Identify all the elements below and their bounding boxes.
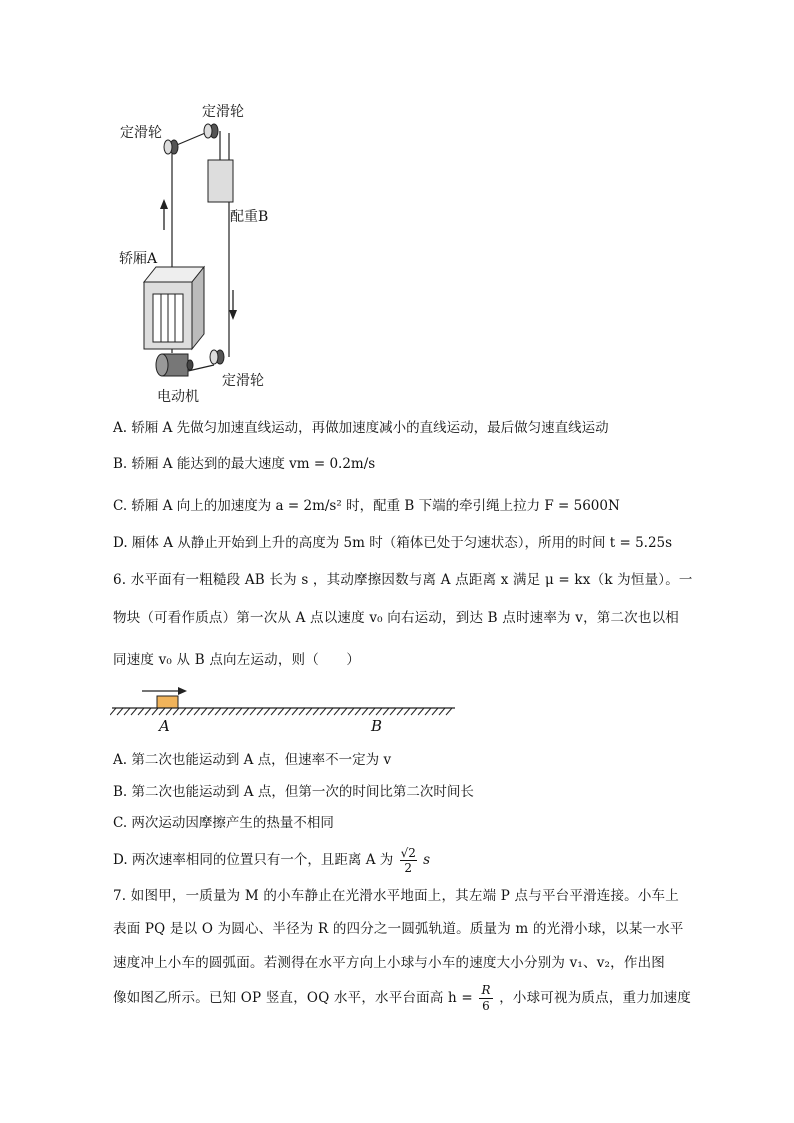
- pulley-top-right: [204, 124, 218, 138]
- fraction-numerator: √2: [400, 846, 416, 860]
- label-point-a: A: [159, 717, 170, 735]
- q7-stem-line3: 速度冲上小车的圆弧面。若测得在水平方向上小球与小车的速度大小分别为 v₁、v₂，作出图: [113, 955, 665, 971]
- q6-option-d: [113, 846, 430, 875]
- motor: [156, 354, 193, 376]
- q7-stem-line4: [113, 983, 691, 1014]
- q6-option-d-text: D. 两次速率相同的位置只有一个，且距离 A 为: [113, 852, 394, 868]
- q5-option-d: D. 厢体 A 从静止开始到上升的高度为 5m 时（箱体已处于匀速状态），所用的时间 t = 5.25s: [113, 535, 673, 551]
- q5-option-a: A. 轿厢 A 先做匀加速直线运动，再做加速度减小的直线运动，最后做匀速直线运动: [113, 420, 609, 436]
- label-motor: 电动机: [157, 389, 199, 405]
- block: [157, 696, 178, 708]
- q7-height-fraction: [479, 983, 492, 1014]
- up-arrow-icon: [160, 199, 168, 230]
- fraction-numerator: R: [481, 983, 491, 997]
- q6-option-a: A. 第二次也能运动到 A 点，但速率不一定为 v: [113, 752, 392, 768]
- label-car: 轿厢A: [119, 251, 158, 267]
- q6-stem-line1: 6. 水平面有一粗糙段 AB 长为 s ，其动摩擦因数与离 A 点距离 x 满足 μ = kx（k 为恒量）。一: [113, 572, 693, 588]
- label-pulley-top-left: 定滑轮: [120, 125, 162, 141]
- q7-stem-line1: 7. 如图甲，一质量为 M 的小车静止在光滑水平地面上，其左端 P 点与平台平滑连接。小车上: [113, 888, 679, 904]
- label-counterweight: 配重B: [230, 209, 269, 225]
- q5-option-b: B. 轿厢 A 能达到的最大速度 vm = 0.2m/s: [113, 456, 376, 472]
- q7-stem-line2: 表面 PQ 是以 O 为圆心、半径为 R 的四分之一圆弧轨道。质量为 m 的光滑小球，以某一水平: [113, 921, 684, 937]
- q6-option-d-tail: s: [423, 852, 431, 868]
- label-point-b: B: [371, 717, 383, 735]
- q7-line4-end: ，小球可视为质点，重力加速度: [499, 990, 692, 1006]
- q6-option-c: C. 两次运动因摩擦产生的热量不相同: [113, 815, 334, 831]
- q5-option-c: C. 轿厢 A 向上的加速度为 a = 2m/s² 时，配重 B 下端的牵引绳上拉力 F = 5600N: [113, 498, 620, 514]
- q7-line4-start: 像如图乙所示。已知 OP 竖直，OQ 水平，水平台面高 h =: [113, 990, 473, 1006]
- pulley-top-left: [164, 140, 178, 154]
- q6-option-b: B. 第二次也能运动到 A 点，但第一次的时间比第二次时间长: [113, 784, 474, 800]
- q6-option-d-fraction: [400, 846, 417, 875]
- counterweight-block: [208, 160, 233, 202]
- label-pulley-top-right: 定滑轮: [202, 104, 244, 120]
- elevator-car: [144, 267, 204, 349]
- rough-surface-figure: [110, 684, 460, 720]
- fraction-denominator: 6: [482, 999, 490, 1013]
- q6-stem-line3: 同速度 v₀ 从 B 点向左运动，则（ ）: [113, 652, 361, 668]
- ground-hatching: [110, 708, 452, 715]
- fraction-denominator: 2: [404, 861, 413, 875]
- label-pulley-bottom: 定滑轮: [222, 373, 264, 389]
- q6-stem-line2: 物块（可看作质点）第一次从 A 点以速度 v₀ 向右运动，到达 B 点时速率为 v，第二次也以相: [113, 610, 679, 626]
- pulley-bottom: [210, 350, 224, 364]
- down-arrow-icon: [229, 290, 237, 320]
- velocity-arrow-icon: [142, 687, 187, 695]
